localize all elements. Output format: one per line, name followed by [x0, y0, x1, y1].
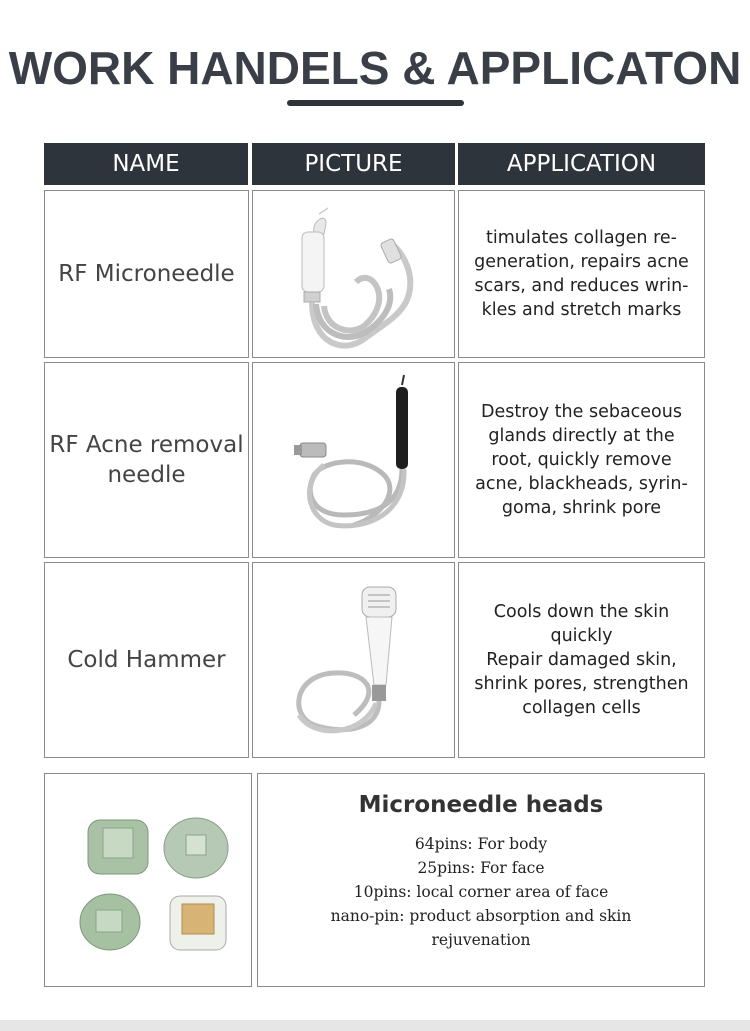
page-title: WORK HANDELS & APPLICATON [8, 42, 742, 94]
rf-acne-removal-needle-image [254, 365, 454, 555]
heads-item-10pins: 10pins: local corner area of face [353, 883, 609, 901]
row-3-application [458, 562, 705, 758]
header-application: APPLICATION [458, 143, 705, 185]
heads-title: Microneedle heads [358, 792, 604, 818]
heads-item-64pins: 64pins: For body [414, 835, 548, 853]
cold-hammer-image [254, 565, 454, 755]
row-3-name [44, 562, 249, 758]
row-3-application-text: Cools down the skin quickly Repair damaged skin, shrink pores, strengthen collagen cells [474, 602, 689, 718]
heads-info [257, 773, 705, 987]
heads-item-nano-pin-cont: rejuvenation [431, 931, 531, 949]
row-3-picture [252, 562, 455, 758]
heads-item-nano-pin: nano-pin: product absorption and skin [330, 907, 632, 925]
row-2-application [458, 362, 705, 558]
row-2-application-text: Destroy the sebaceous glands directly at the root, quickly remove acne, blackheads, syrin- goma, shrink pore [475, 402, 688, 518]
row-1-name-text: RF Microneedle [58, 261, 235, 287]
row-3-name-text: Cold Hammer [67, 647, 226, 673]
row-1-picture [252, 190, 455, 358]
rf-microneedle-handle-image [254, 194, 454, 354]
row-2-picture [252, 362, 455, 558]
header-picture: PICTURE [252, 143, 455, 185]
microneedle-heads-image [48, 780, 248, 980]
row-1-application [458, 190, 705, 358]
row-1-application-text: timulates collagen re- generation, repairs acne scars, and reduces wrin- kles and stretch marks [474, 228, 689, 320]
heads-picture [44, 773, 252, 987]
row-1-name [44, 190, 249, 358]
row-2-name-text: RF Acne removal needle [49, 432, 244, 488]
heads-item-25pins: 25pins: For face [417, 859, 545, 877]
header-name: NAME [44, 143, 248, 185]
heads-list [258, 832, 704, 952]
title-underline [287, 100, 464, 106]
bottom-bar [0, 1020, 750, 1031]
row-2-name [44, 362, 249, 558]
